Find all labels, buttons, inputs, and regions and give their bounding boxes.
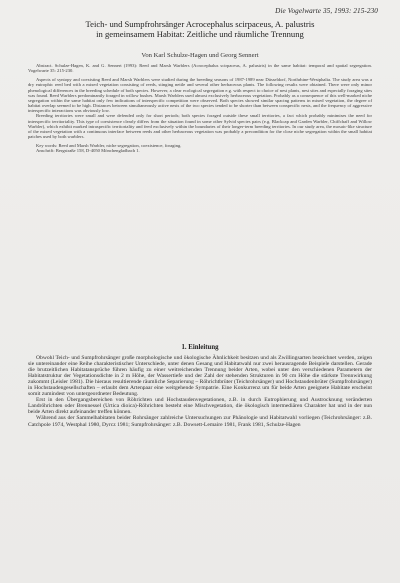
body-paragraph-2: Erst in den Übergangsbereichen von Röhrichten und Hochstaudenvegetationen, z.B. in durch Eutrophierung und Austrocknung veränderten Landröhrichten oder Brennessel (Urtica dioica)-Röhrichten besteht eine Mischvegetation, die ökologisch intermediären Charakter hat und in der nun beide Arten direkt aufeinander treffen können. (28, 397, 372, 416)
article-title (50, 19, 350, 39)
abstract-paragraph-2: Breeding territories were small and were defended only for short periods; both species foraged outside these small territories, a fact which probably minimises the need for interspecific territoriality. This type of coexistence clearly differs from the situation found in some other Sylvid species pairs (e.g. Blackcap and Garden Warbler, Chiffchaff and Willow Warbler), which exhibit marked intraspecific territoriality and feed exclusively within the boundaries of their longer-term breeding territories. In our study area, the mosaic-like structure of the mixed vegetation with a continuous interface between reeds and other herbaceous vegetation was probably a precondition for the close niche segregation within the small habitat patches used by both warblers. (28, 113, 372, 140)
body-paragraph-3: Während aus der Sammelhabitaten beider Rohrsänger zahlreiche Untersuchungen zur Phänologie und Habitatwahl vorliegen (Teichrohrsänger: z.B. Catchpole 1974, Westphal 1980, Dyrcz 1981; Sumpfrohrsänger: z.B. Dowsett-Lemaire 1981, Frank 1981, Schulze-Hagen (28, 415, 372, 428)
section-heading: 1. Einleitung (181, 344, 219, 351)
abstract-paragraph-1: Aspects of syntopy and coexisting Reed and Marsh Warblers were studied during the breeding seasons of 1987-1989 near Düsseldorf, Northrhine-Westphalia. The study area was a dry eutrophic reed bed with a mixed vegetation consisting of reeds, stinging nettle and several other herbaceous plants. The following results were obtained. There were only minor phenological differences in the breeding schedule of both species. However, a clear ecological segregation e.g. with respect to choice of nest plants, nest sites and especially foraging sites was found. Reed Warblers predominantly foraged in willow bushes. Marsh Warblers used almost exclusively herbaceous vegetation. Probably as a consequence of this well-marked niche segregation within the same habitat only few indications of interspecific competition were observed. Both species showed similar spacing patterns in mixed vegetation, the degree of habitat overlap seemed to be high. Distances between simultaneously active nests of the two species tended to be shorter than between conspecific nests, and the frequency of aggressive interspecific interactions was obviously low. (28, 77, 372, 114)
author-address: Anschrift: Bergstraße 158, D-4050 Mönchengladbach 1. (36, 148, 140, 154)
authors: Von Karl Schulze-Hagen und Georg Sennert (141, 52, 259, 59)
abstract-reference: Abstract. Schulze-Hagen, K. and G. Sennert (1993): Reed and Marsh Warblers (Acrocephalus scirpaceus, A. palustris) in the same habitat: temporal and spatial segregation. Vogelwarte 35: 215-230. (28, 63, 372, 74)
abstract (28, 63, 372, 154)
journal-reference: Die Vogelwarte 35, 1993: 215-230 (275, 7, 378, 15)
title-line-2: in gemeinsamem Habitat: Zeitliche und räumliche Trennung (96, 29, 304, 39)
title-line-1: Teich- und Sumpfrohrsänger Acrocephalus scirpaceus, A. palustris (85, 19, 315, 29)
body-text (28, 355, 372, 428)
body-paragraph-1: Obwohl Teich- und Sumpfrohrsänger große morphologische und ökologische Ähnlichkeit besitzen und als Zwillingsarten bezeichnet werden, zeigen sie untereinander eine Reihe charakteristischer Unterschiede, unter denen Gesang und Habitatwahl nur zwei herausragende Beispiele darstellen. Gerade die brutzeitlichen Habitatansprüche führen häufig zu einer weitreichenden Trennung beider Arten, wobei unter den verschiedenen Parametern der Habitatstruktur der Vegetationsdichte in 2 m Höhe, der Wassertiefe und der Zahl der stehenden Strukturen in 90 cm Höhe die stärkste Trennwirkung zukommt (Leisler 1981). Die hieraus resultierende räumliche Separierung – Röhrichtbrüter (Teichrohrsänger) und Hochstaudenbrüter (Sumpfrohrsänger) in Hochstaudengesellschaften – erlaubt dem Artenpaar eine weitgehende Sympatrie. Eine Konkurrenz um für beide Arten geeignete Habitate erscheint somit zumindest von untergeordneter Bedeutung. (28, 355, 372, 398)
keywords: Key words: Reed and Marsh Warbler, niche segregation, coexistence, foraging. (36, 143, 182, 149)
